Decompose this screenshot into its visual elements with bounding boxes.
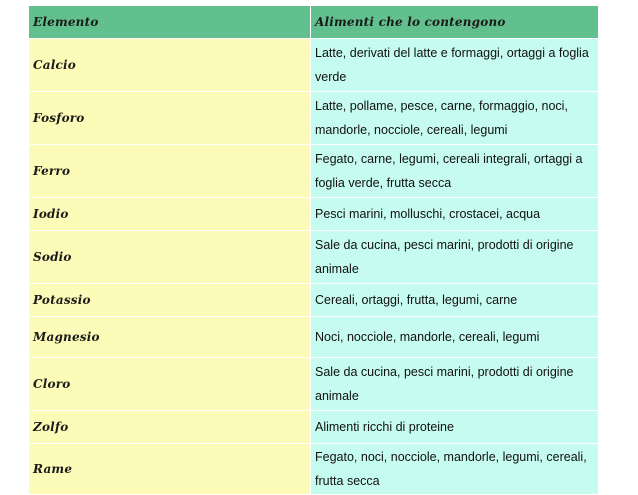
element-cell: Ferro [29,145,311,198]
element-cell: Iodio [29,198,311,231]
foods-cell: Cereali, ortaggi, frutta, legumi, carne [311,284,599,317]
element-cell: Magnesio [29,317,311,358]
foods-cell: Latte, pollame, pesce, carne, formaggio, noci, mandorle, nocciole, cereali, legumi [311,92,599,145]
element-cell: Fosforo [29,92,311,145]
foods-cell: Alimenti ricchi di proteine [311,411,599,444]
header-foods: Alimenti che lo contengono [311,6,599,39]
table-row [29,198,599,231]
foods-cell: Fegato, carne, legumi, cereali integrali, ortaggi a foglia verde, frutta secca [311,145,599,198]
table-row [29,92,599,145]
table-row [29,317,599,358]
table-row [29,284,599,317]
table-row [29,411,599,444]
element-cell: Potassio [29,284,311,317]
header-element: Elemento [29,6,311,39]
table-row [29,231,599,284]
table-row [29,444,599,495]
element-cell: Cloro [29,358,311,411]
minerals-table [28,5,599,495]
element-cell: Sodio [29,231,311,284]
foods-cell: Sale da cucina, pesci marini, prodotti di origine animale [311,231,599,284]
foods-cell: Latte, derivati del latte e formaggi, ortaggi a foglia verde [311,39,599,92]
foods-cell: Sale da cucina, pesci marini, prodotti di origine animale [311,358,599,411]
table-row [29,145,599,198]
table-row [29,39,599,92]
foods-cell: Noci, nocciole, mandorle, cereali, legumi [311,317,599,358]
table-row [29,358,599,411]
foods-cell: Fegato, noci, nocciole, mandorle, legumi, cereali, frutta secca [311,444,599,495]
foods-cell: Pesci marini, molluschi, crostacei, acqua [311,198,599,231]
element-cell: Zolfo [29,411,311,444]
element-cell: Calcio [29,39,311,92]
table-header-row [29,6,599,39]
element-cell: Rame [29,444,311,495]
